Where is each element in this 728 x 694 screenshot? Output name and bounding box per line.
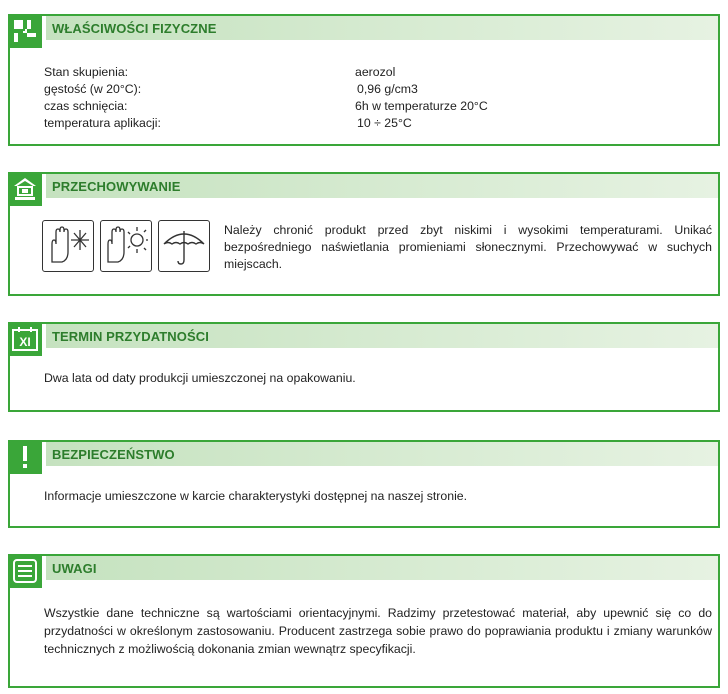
property-label: Stan skupienia: bbox=[44, 65, 129, 79]
section-header bbox=[10, 16, 718, 42]
section-notes bbox=[8, 554, 720, 688]
frost-hand-icon bbox=[42, 220, 94, 272]
property-row bbox=[44, 81, 708, 98]
section-title: TERMIN PRZYDATNOŚCI bbox=[52, 328, 209, 344]
storage-pictograms bbox=[42, 220, 210, 272]
heat-hand-icon bbox=[100, 220, 152, 272]
storage-text: Należy chronić produkt przed zbyt niskimi i wysokimi temperaturami. Unikać bezpośredniego naświetlania promieniami słonecznymi. Przechowywać w suchych miejscach. bbox=[224, 223, 712, 271]
section-title: UWAGI bbox=[52, 560, 97, 576]
title-bar bbox=[46, 556, 718, 580]
section-safety bbox=[8, 440, 720, 528]
property-row bbox=[44, 64, 708, 81]
section-expiry bbox=[8, 322, 720, 412]
section-physical-properties bbox=[8, 14, 720, 146]
property-label: temperatura aplikacji: bbox=[44, 116, 161, 130]
safety-text: Informacje umieszczone w karcie charakterystyki dostępnej na naszej stronie. bbox=[44, 489, 468, 503]
section-header bbox=[10, 174, 718, 200]
property-value: 10 ÷ 25°C bbox=[357, 116, 412, 130]
section-title: WŁAŚCIWOŚCI FIZYCZNE bbox=[52, 20, 217, 36]
property-label: gęstość (w 20°C): bbox=[44, 82, 142, 96]
property-row bbox=[44, 115, 708, 132]
calendar-icon bbox=[8, 322, 42, 356]
expiry-text: Dwa lata od daty produkcji umieszczonej na opakowaniu. bbox=[44, 371, 356, 385]
title-bar bbox=[46, 324, 718, 348]
notes-text: Wszystkie dane techniczne są wartościami orientacyjnymi. Radzimy przetestować materiał, aby upewnić się co do przydatności w określonym zastosowaniu. Producent zastrzega sobie prawo do poprawiania produktu i zmiany warunków technicznych z możliwością dokonania zmian wewnątrz specyfikacji. bbox=[44, 606, 712, 656]
exclamation-icon bbox=[8, 440, 42, 474]
section-header bbox=[10, 324, 718, 350]
property-row bbox=[44, 98, 708, 115]
notes-icon bbox=[8, 554, 42, 588]
title-bar bbox=[46, 16, 718, 40]
section-title: PRZECHOWYWANIE bbox=[52, 178, 181, 194]
title-bar bbox=[46, 174, 718, 198]
property-label: czas schnięcia: bbox=[44, 99, 128, 113]
section-title: BEZPIECZEŃSTWO bbox=[52, 446, 175, 462]
property-value: 6h w temperaturze 20°C bbox=[355, 99, 488, 113]
property-value: 0,96 g/cm3 bbox=[357, 82, 418, 96]
house-icon bbox=[8, 172, 42, 206]
section-storage bbox=[8, 172, 720, 296]
calendar-icon-text: XI bbox=[19, 335, 31, 349]
umbrella-icon bbox=[158, 220, 210, 272]
connector-icon bbox=[8, 14, 42, 48]
title-bar bbox=[46, 442, 718, 466]
section-header bbox=[10, 556, 718, 582]
section-header bbox=[10, 442, 718, 468]
properties-list bbox=[44, 64, 708, 132]
property-value: aerozol bbox=[355, 65, 396, 79]
